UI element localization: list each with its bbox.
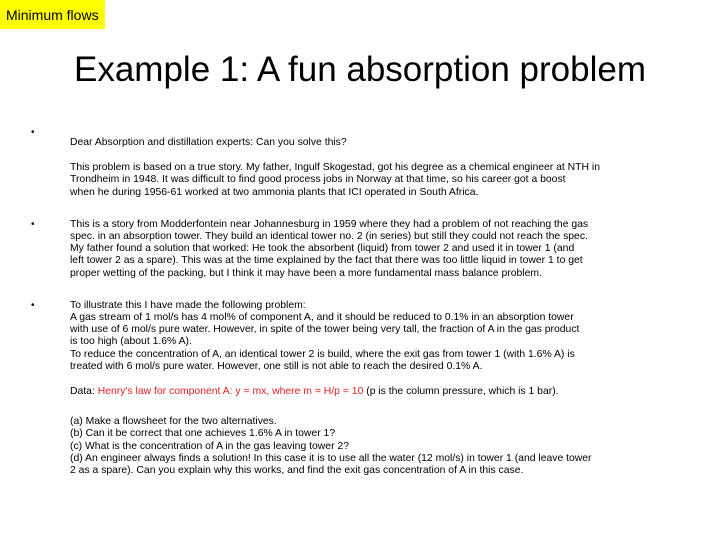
bullet-glyph: • [31, 299, 35, 311]
bullet-glyph: • [31, 218, 35, 230]
data-line [70, 386, 706, 398]
text-line: This is a story from Modderfontein near Johannesburg in 1959 where they had a problem of not reaching the gas [70, 218, 589, 230]
text-line: Trondheim in 1948. It was difficult to find good process jobs in Norway at that time, so his career got a boost [70, 174, 566, 186]
text-line: To illustrate this I have made the following problem: [70, 299, 306, 311]
text-line: when he during 1956-61 worked at two ammonia plants that ICI operated in South Africa. [70, 186, 479, 198]
question-item: (b) Can it be correct that one achieves 1.6% A in tower 1? [70, 428, 336, 440]
text-line: with use of 6 mol/s pure water. However, in spite of the tower being very tall, the fraction of A in the gas product [70, 324, 580, 336]
text-line: To reduce the concentration of A, an identical tower 2 is build, where the exit gas from tower 1 (with 1.6% A) is [70, 348, 575, 360]
bullet-glyph: • [31, 127, 35, 138]
text-line: This problem is based on a true story. My father, Ingulf Skogestad, got his degree as a chemical engineer at NTH in [70, 162, 601, 174]
text-line: My father found a solution that worked: He took the absorbent (liquid) from tower 2 and used it in tower 1 (and [70, 243, 575, 255]
text-line: left tower 2 as a spare). This was at the time explained by the fact that there was too little liquid in tower 1 to get [70, 255, 583, 267]
question-item: (c) What is the concentration of A in the gas leaving tower 2? [70, 440, 349, 452]
slide-body [31, 127, 706, 477]
data-lead: Data: [70, 386, 98, 398]
question-item: (d) An engineer always finds a solution! In this case it is to use all the water (12 mol/s) in tower 1 (and leave tower [70, 452, 592, 464]
text-line: treated with 6 mol/s pure water. However, one still is not able to reach the desired 0.1% A. [70, 360, 483, 372]
text-line: is too high (about 1.6% A). [70, 336, 192, 348]
data-rest: (p is the column pressure, which is 1 bar). [363, 386, 559, 398]
section-tag: Minimum flows [0, 0, 105, 29]
intro-text: Dear Absorption and distillation experts: Can you solve this? [70, 137, 347, 148]
text-line: proper wetting of the packing, but I think it may have been a more fundamental mass balance problem. [70, 267, 542, 279]
question-item: 2 as a spare). Can you explain why this works, and find the exit gas concentration of A in this case. [70, 465, 524, 477]
text-line: spec. in an absorption tower. They build an identical tower no. 2 (in series) but still they could not reach the spec. [70, 231, 588, 243]
intro-paragraph [31, 127, 706, 149]
problem-paragraph [31, 299, 706, 373]
text-line: A gas stream of 1 mol/s has 4 mol% of component A, and it should be reduced to 0.1% in an absorption tower [70, 312, 574, 324]
background-paragraph [70, 162, 706, 199]
slide-title: Example 1: A fun absorption problem [73, 50, 646, 89]
story-paragraph [31, 218, 706, 280]
questions-list [70, 416, 706, 477]
question-item: (a) Make a flowsheet for the two alternatives. [70, 416, 277, 428]
henry-law-highlight: Henry's law for component A: y = mx, where m = H/p = 10 [97, 386, 364, 398]
